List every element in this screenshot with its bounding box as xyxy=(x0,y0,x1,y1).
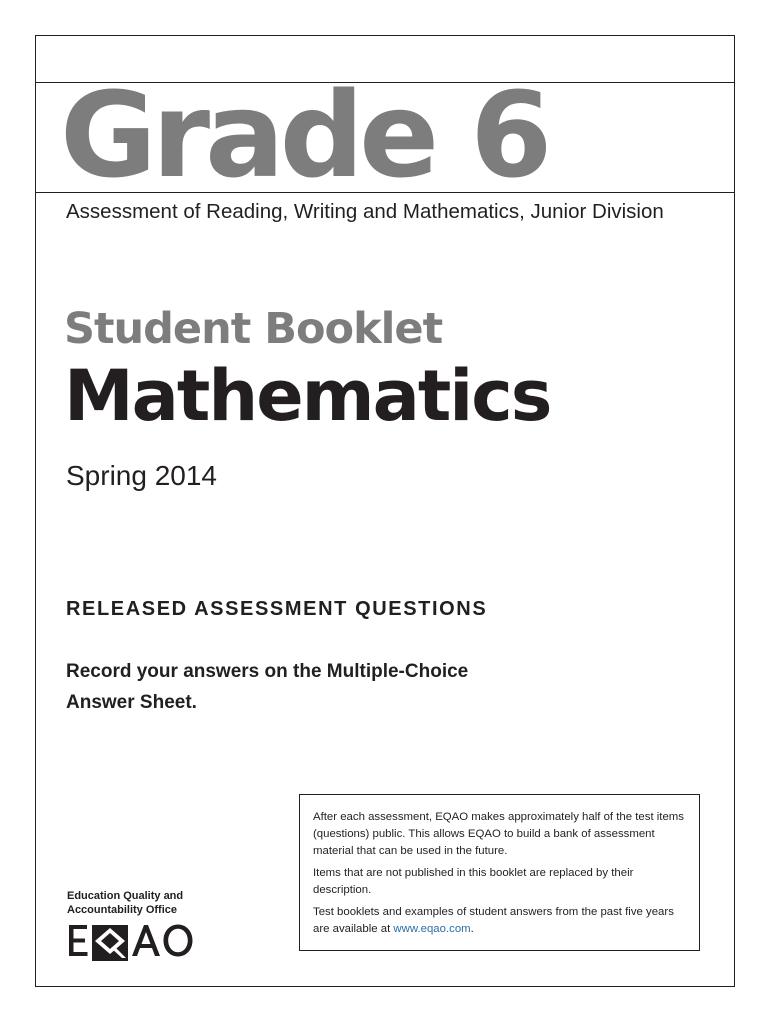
season-label: Spring 2014 xyxy=(66,460,218,491)
release-notice-box xyxy=(299,794,700,951)
organization-name xyxy=(67,889,183,917)
notice-paragraph-3-end: . xyxy=(470,923,474,935)
assessment-subtitle: Assessment of Reading, Writing and Mathematics, Junior Division xyxy=(66,200,664,223)
answer-instructions-line1: Record your answers on the Multiple-Choice xyxy=(66,661,469,682)
notice-paragraph-2: Items that are not published in this booklet are replaced by their description. xyxy=(313,867,634,896)
organization-name-line1: Education Quality and xyxy=(67,890,184,902)
notice-paragraph-1: After each assessment, EQAO makes approximately half of the test items (questions) public. This allows EQAO to build a bank of assessment material that can be used in the future. xyxy=(313,811,684,857)
booklet-label: Student Booklet xyxy=(64,304,443,354)
eqao-logo-icon xyxy=(66,920,194,962)
released-heading: RELEASED ASSESSMENT QUESTIONS xyxy=(66,598,488,620)
organization-name-line2: Accountability Office xyxy=(67,904,178,916)
answer-instructions xyxy=(66,656,546,718)
subject-title: Mathematics xyxy=(64,355,551,437)
notice-paragraph-3-text: Test booklets and examples of student answers from the past five years are available at xyxy=(313,906,674,935)
grade-title: Grade 6 xyxy=(60,66,548,204)
notice-paragraph-3 xyxy=(313,904,687,938)
answer-instructions-line2: Answer Sheet. xyxy=(66,692,197,713)
eqao-website-link[interactable]: www.eqao.com xyxy=(393,923,471,935)
